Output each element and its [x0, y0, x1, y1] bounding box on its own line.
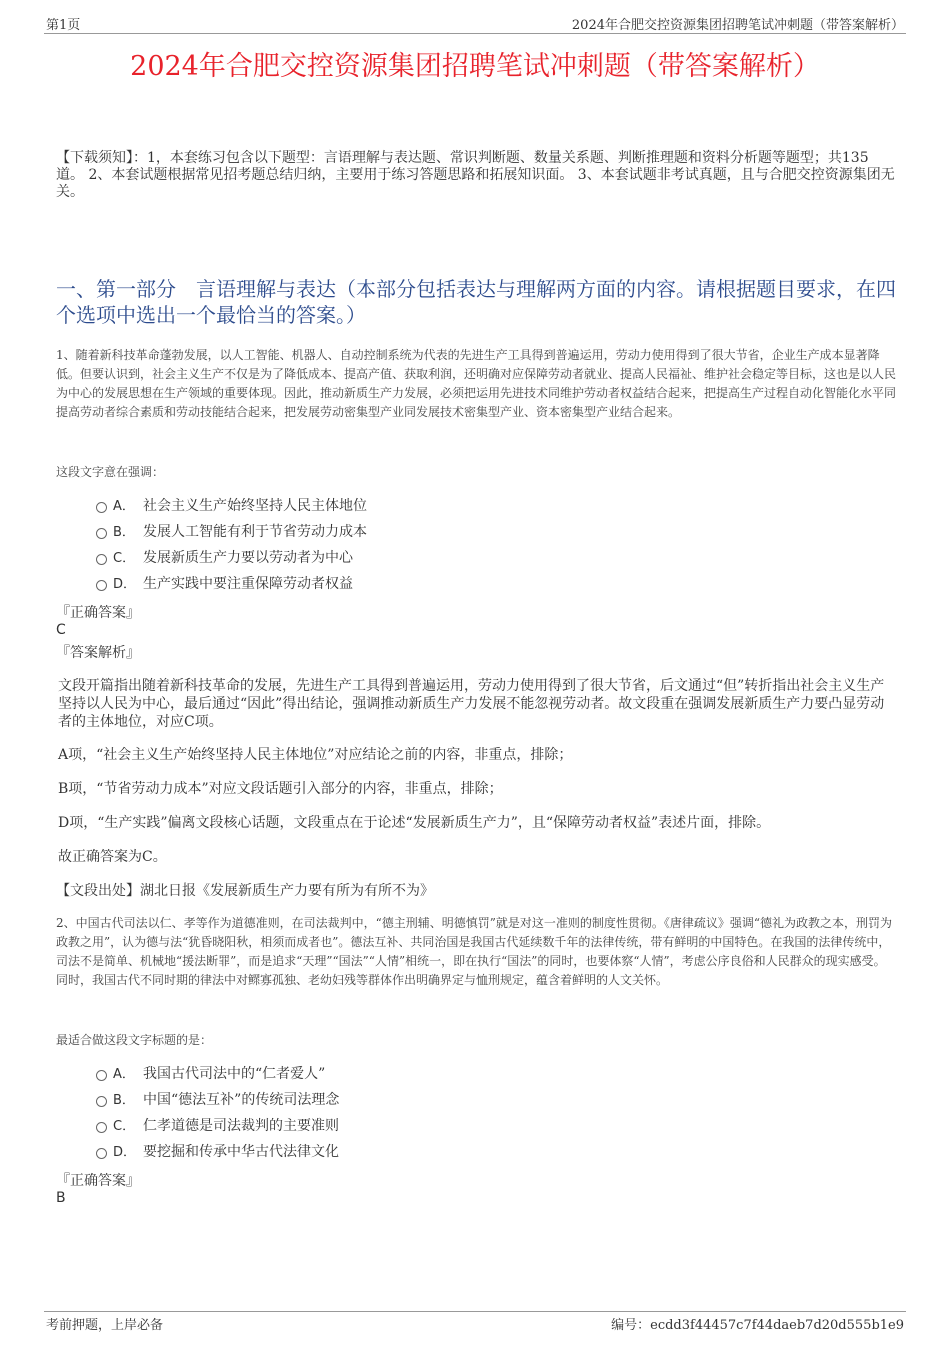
q1-analysis-b: B项，“节省劳动力成本”对应文段话题引入部分的内容，非重点，排除； [58, 781, 503, 797]
q2-passage: 2、中国古代司法以仁、孝等作为道德准则，在司法裁判中，“德主刑辅、明德慎罚”就是对这一准则的制度性贯彻。《唐律疏议》强调“德礼为政教之本，刑罚为政教之用”，认为德与法“犹昏晓阳秋，相须而成者也”。德法互补、共同治国是我国古代延续数千年的法律传统，带有鲜明的中国特色。在我国的法律传统中，司法不是简单、机械地“援法断罪”，而是追求“天理”“国法”“人情”相统一，即在执行“国法”的同时，也要体察“人情”，考虑公序良俗和人民群众的现实感受。同时，我国古代不同时期的律法中对鳏寡孤独、老幼妇残等群体作出明确界定与恤刑规定，蕴含着鲜明的人文关怀。 [56, 916, 893, 987]
running-title: 2024年合肥交控资源集团招聘笔试冲刺题（带答案解析） [571, 18, 904, 33]
section-heading: 一、第一部分 言语理解与表达（本部分包括表达与理解两方面的内容。请根据题目要求，在四个选项中选出一个最恰当的答案。） [56, 277, 896, 327]
radio-icon[interactable] [96, 1122, 107, 1133]
radio-icon[interactable] [96, 1148, 107, 1159]
q1-source: 【文段出处】湖北日报《发展新质生产力要有所为有所不为》 [56, 883, 434, 899]
footer-slogan: 考前押题，上岸必备 [46, 1318, 164, 1333]
q1-option-b[interactable]: B． 发展人工智能有利于节省劳动力成本 [96, 522, 367, 542]
footer-divider [44, 1311, 906, 1312]
q1-answer-tag: 『正确答案』 [56, 605, 140, 621]
page-title: 2024年合肥交控资源集团招聘笔试冲刺题（带答案解析） [130, 51, 820, 82]
page-number: 第1页 [46, 18, 81, 33]
radio-icon[interactable] [96, 502, 107, 513]
q2-option-c[interactable]: C． 仁孝道德是司法裁判的主要准则 [96, 1116, 339, 1136]
q2-option-a[interactable]: A． 我国古代司法中的“仁者爱人” [96, 1064, 325, 1084]
q2-answer-tag: 『正确答案』 [56, 1173, 140, 1189]
header-divider [44, 33, 906, 34]
q1-analysis-tag: 『答案解析』 [56, 645, 140, 661]
q2-option-b[interactable]: B． 中国“德法互补”的传统司法理念 [96, 1090, 339, 1110]
q2-option-d[interactable]: D． 要挖掘和传承中华古代法律文化 [96, 1142, 339, 1162]
download-notice: 【下载须知】：1，本套练习包含以下题型：言语理解与表达题、常识判断题、数量关系题、判断推理题和资料分析题等题型；共135道。 2、本套试题根据常见招考题总结归纳，主要用于练习答题思路和拓展知识面。 3、本套试题非考试真题，且与合肥交控资源集团无关。 [56, 150, 895, 200]
radio-icon[interactable] [96, 1070, 107, 1081]
q1-analysis-conclusion: 故正确答案为C。 [58, 849, 167, 865]
q1-passage: 1、随着新科技革命蓬勃发展，以人工智能、机器人、自动控制系统为代表的先进生产工具得到普遍运用，劳动力使用得到了很大节省，企业生产成本显著降低。但要认识到，社会主义生产不仅是为了降低成本、提高产值、获取利润，还明确对应保障劳动者就业、提高人民福祉、维护社会稳定等目标，这也是以人民为中心的发展思想在生产领域的重要体现。因此，推动新质生产力发展，必须把运用先进技术同维护劳动者权益结合起来，把提高生产过程自动化智能化水平同提高劳动者综合素质和劳动技能结合起来，把发展劳动密集型产业同发展技术密集型产业、资本密集型产业结合起来。 [56, 348, 897, 419]
q1-answer: C [56, 622, 66, 638]
radio-icon[interactable] [96, 580, 107, 591]
q2-answer: B [56, 1190, 66, 1206]
q1-option-d[interactable]: D． 生产实践中要注重保障劳动者权益 [96, 574, 353, 594]
q1-question: 这段文字意在强调： [56, 465, 165, 479]
q2-question: 最适合做这段文字标题的是： [56, 1033, 213, 1047]
q1-analysis-paragraph: 文段开篇指出随着新科技革命的发展，先进生产工具得到普遍运用，劳动力使用得到了很大节省，后文通过“但”转折指出社会主义生产坚持以人民为中心，最后通过“因此”得出结论，强调推动新质生产力发展不能忽视劳动者。故文段重在强调发展新质生产力要凸显劳动者的主体地位，对应C项。 [58, 678, 885, 730]
radio-icon[interactable] [96, 1096, 107, 1107]
q1-option-a[interactable]: A． 社会主义生产始终坚持人民主体地位 [96, 496, 367, 516]
footer-doc-id: 编号：ecdd3f44457c7f44daeb7d20d555b1e9 [611, 1318, 904, 1333]
q1-analysis-d: D项，“生产实践”偏离文段核心话题，文段重点在于论述“发展新质生产力”，且“保障劳动者权益”表述片面，排除。 [58, 815, 771, 831]
radio-icon[interactable] [96, 554, 107, 565]
q1-option-c[interactable]: C． 发展新质生产力要以劳动者为中心 [96, 548, 353, 568]
q1-analysis-a: A项，“社会主义生产始终坚持人民主体地位”对应结论之前的内容，非重点，排除； [58, 747, 573, 763]
radio-icon[interactable] [96, 528, 107, 539]
